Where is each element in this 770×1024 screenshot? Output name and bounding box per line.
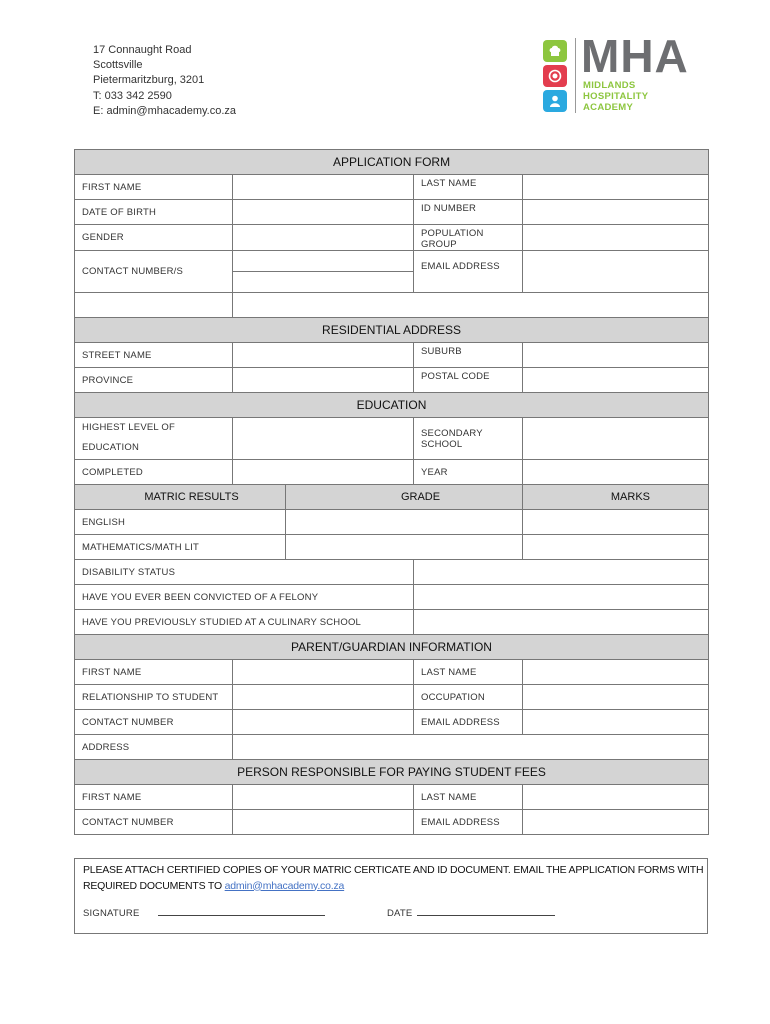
population-group-label: POPULATION GROUP bbox=[414, 225, 523, 251]
person-icon bbox=[543, 90, 567, 112]
guardian-address-label: ADDRESS bbox=[75, 735, 233, 760]
postal-code-label: POSTAL CODE bbox=[414, 368, 523, 393]
logo-subtitle: MIDLANDS HOSPITALITY ACADEMY bbox=[583, 80, 649, 113]
math-grade-input[interactable] bbox=[286, 535, 523, 560]
completed-input[interactable] bbox=[233, 460, 414, 485]
street-input[interactable] bbox=[233, 343, 414, 368]
postal-code-input[interactable] bbox=[523, 368, 709, 393]
dob-input[interactable] bbox=[233, 200, 414, 225]
english-marks-input[interactable] bbox=[523, 510, 709, 535]
date-line[interactable] bbox=[417, 908, 555, 916]
last-name-label: LAST NAME bbox=[414, 175, 523, 200]
blank-cell bbox=[75, 293, 233, 318]
secondary-school-input[interactable] bbox=[523, 418, 709, 460]
disability-label: DISABILITY STATUS bbox=[75, 560, 414, 585]
guardian-email-input[interactable] bbox=[523, 710, 709, 735]
occupation-label: OCCUPATION bbox=[414, 685, 523, 710]
payer-email-input[interactable] bbox=[523, 810, 709, 835]
gender-label: GENDER bbox=[75, 225, 233, 251]
marks-header: MARKS bbox=[523, 485, 709, 510]
suburb-input[interactable] bbox=[523, 343, 709, 368]
contact-input-1[interactable] bbox=[233, 271, 413, 272]
application-form-table bbox=[74, 149, 709, 835]
signature-label: SIGNATURE bbox=[83, 908, 140, 919]
contact-label: CONTACT NUMBER/S bbox=[75, 251, 233, 293]
plate-icon bbox=[543, 65, 567, 87]
notice-line-2: REQUIRED DOCUMENTS TO admin@mhacademy.co.za bbox=[83, 879, 345, 892]
matric-results-header: MATRIC RESULTS bbox=[75, 485, 286, 510]
academy-address bbox=[93, 43, 236, 119]
logo-wordmark: MHA bbox=[581, 30, 689, 82]
province-input[interactable] bbox=[233, 368, 414, 393]
guardian-contact-input[interactable] bbox=[233, 710, 414, 735]
payer-first-name-input[interactable] bbox=[233, 785, 414, 810]
suburb-label: SUBURB bbox=[414, 343, 523, 368]
notice-line-1: PLEASE ATTACH CERTIFIED COPIES OF YOUR MATRIC CERTICATE AND ID DOCUMENT. EMAIL THE APPLICATION FORMS WITH bbox=[83, 864, 704, 876]
year-label: YEAR bbox=[414, 460, 523, 485]
address-line-city: Pietermaritzburg, 3201 bbox=[93, 74, 205, 87]
dob-label: DATE OF BIRTH bbox=[75, 200, 233, 225]
attachment-notice bbox=[74, 858, 708, 934]
email-input[interactable] bbox=[523, 251, 709, 293]
mha-logo bbox=[543, 30, 695, 114]
payer-last-name-input[interactable] bbox=[523, 785, 709, 810]
felony-input[interactable] bbox=[414, 585, 709, 610]
culinary-label: HAVE YOU PREVIOUSLY STUDIED AT A CULINARY SCHOOL bbox=[75, 610, 414, 635]
guardian-email-label: EMAIL ADDRESS bbox=[414, 710, 523, 735]
relationship-label: RELATIONSHIP TO STUDENT bbox=[75, 685, 233, 710]
notice-email-link[interactable]: admin@mhacademy.co.za bbox=[224, 879, 345, 892]
address-line-phone: T: 033 342 2590 bbox=[93, 89, 172, 102]
address-line-suburb: Scottsville bbox=[93, 59, 143, 72]
signature-line[interactable] bbox=[158, 908, 325, 916]
disability-input[interactable] bbox=[414, 560, 709, 585]
province-label: PROVINCE bbox=[75, 368, 233, 393]
first-name-label: FIRST NAME bbox=[75, 175, 233, 200]
residential-address-title: RESIDENTIAL ADDRESS bbox=[75, 318, 709, 343]
date-label: DATE bbox=[387, 908, 413, 919]
contact-inputs bbox=[233, 251, 414, 293]
payer-first-name-label: FIRST NAME bbox=[75, 785, 233, 810]
first-name-input[interactable] bbox=[233, 175, 414, 200]
last-name-input[interactable] bbox=[523, 175, 709, 200]
address-line-email: E: admin@mhacademy.co.za bbox=[93, 104, 237, 117]
guardian-last-name-input[interactable] bbox=[523, 660, 709, 685]
english-label: ENGLISH bbox=[75, 510, 286, 535]
felony-label: HAVE YOU EVER BEEN CONVICTED OF A FELONY bbox=[75, 585, 414, 610]
signature-field bbox=[83, 908, 325, 919]
guardian-title: PARENT/GUARDIAN INFORMATION bbox=[75, 635, 709, 660]
payer-title: PERSON RESPONSIBLE FOR PAYING STUDENT FEES bbox=[75, 760, 709, 785]
completed-label: COMPLETED bbox=[75, 460, 233, 485]
english-grade-input[interactable] bbox=[286, 510, 523, 535]
education-title: EDUCATION bbox=[75, 393, 709, 418]
guardian-address-input[interactable] bbox=[233, 735, 709, 760]
logo-divider bbox=[575, 38, 576, 113]
highest-level-input[interactable] bbox=[233, 418, 414, 460]
guardian-first-name-label: FIRST NAME bbox=[75, 660, 233, 685]
occupation-input[interactable] bbox=[523, 685, 709, 710]
address-line-street: 17 Connaught Road bbox=[93, 44, 192, 56]
payer-contact-input[interactable] bbox=[233, 810, 414, 835]
math-marks-input[interactable] bbox=[523, 535, 709, 560]
date-field bbox=[387, 908, 555, 919]
notice-text bbox=[83, 863, 703, 894]
guardian-first-name-input[interactable] bbox=[233, 660, 414, 685]
guardian-last-name-label: LAST NAME bbox=[414, 660, 523, 685]
relationship-input[interactable] bbox=[233, 685, 414, 710]
payer-email-label: EMAIL ADDRESS bbox=[414, 810, 523, 835]
culinary-input[interactable] bbox=[414, 610, 709, 635]
secondary-school-label: SECONDARY SCHOOL bbox=[414, 418, 523, 460]
population-group-input[interactable] bbox=[523, 225, 709, 251]
id-number-label: ID NUMBER bbox=[414, 200, 523, 225]
guardian-contact-label: CONTACT NUMBER bbox=[75, 710, 233, 735]
highest-level-label: HIGHEST LEVEL OF EDUCATION bbox=[75, 418, 233, 460]
gender-input[interactable] bbox=[233, 225, 414, 251]
payer-last-name-label: LAST NAME bbox=[414, 785, 523, 810]
grade-header: GRADE bbox=[286, 485, 523, 510]
application-form-title: APPLICATION FORM bbox=[75, 150, 709, 175]
id-number-input[interactable] bbox=[523, 200, 709, 225]
email-label: EMAIL ADDRESS bbox=[414, 251, 523, 293]
payer-contact-label: CONTACT NUMBER bbox=[75, 810, 233, 835]
chef-hat-icon bbox=[543, 40, 567, 62]
year-input[interactable] bbox=[523, 460, 709, 485]
street-label: STREET NAME bbox=[75, 343, 233, 368]
blank-input[interactable] bbox=[233, 293, 709, 318]
math-label: MATHEMATICS/MATH LIT bbox=[75, 535, 286, 560]
